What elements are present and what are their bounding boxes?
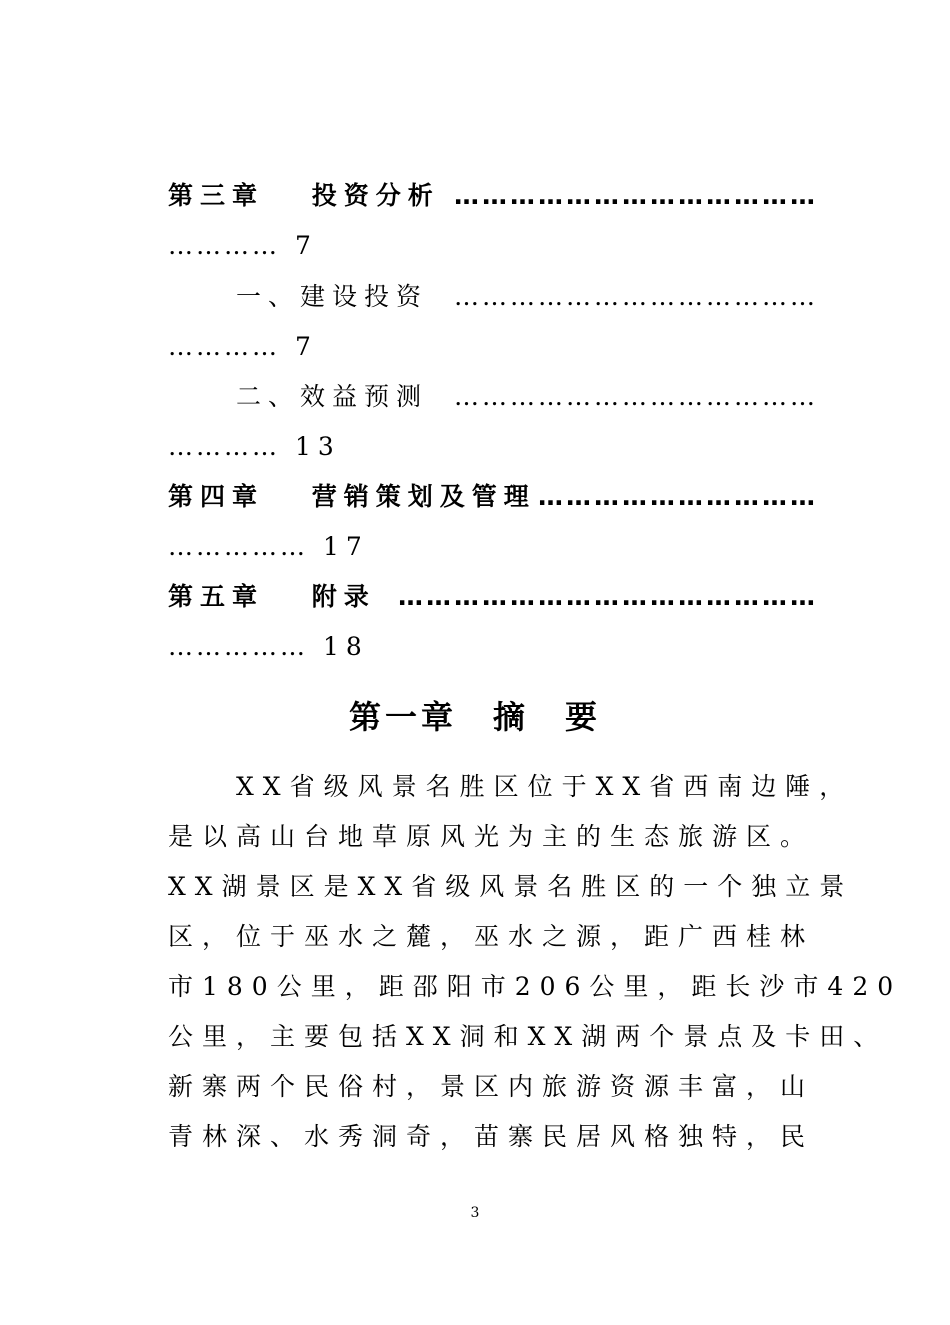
toc-entry-ch5 xyxy=(168,582,828,612)
toc-leader-dots: ………… xyxy=(168,332,280,361)
toc-entry-ch4-cont xyxy=(168,532,828,562)
toc-entry-ch3-1-cont xyxy=(168,332,828,362)
chapter-heading: 第一章 摘 要 xyxy=(348,698,601,736)
toc-entry-title: 二、效益预测 xyxy=(236,382,429,411)
paragraph-line: 公里，主要包括XX洞和XX湖两个景点及卡田、 xyxy=(168,1022,888,1051)
toc-entry-ch4 xyxy=(168,482,828,512)
toc-leader-dots: ………… xyxy=(168,432,280,461)
paragraph-line: XX湖景区是XX省级风景名胜区的一个独立景 xyxy=(168,872,854,901)
toc-entry-ch3-2-cont xyxy=(168,432,828,462)
toc-leader-dots: ……………………………………… xyxy=(398,582,818,611)
toc-entry-ch5-cont xyxy=(168,632,828,662)
toc-page-number: 18 xyxy=(322,632,369,661)
toc-page-number: 13 xyxy=(294,432,341,461)
toc-entry-ch3-2 xyxy=(168,382,828,412)
toc-entry-ch3-cont xyxy=(168,231,828,261)
toc-entry-title: 第五章 附录 xyxy=(168,582,376,611)
toc-page-number: 7 xyxy=(294,231,318,260)
toc-entry-ch3-1 xyxy=(168,282,828,312)
page-number: 3 xyxy=(470,1205,480,1221)
paragraph-line: 区，位于巫水之麓，巫水之源，距广西桂林 xyxy=(168,922,815,951)
toc-entry-title: 一、建设投资 xyxy=(236,282,429,311)
toc-entry-title: 第四章 营销策划及管理 xyxy=(168,482,536,511)
toc-leader-dots: …………… xyxy=(168,532,308,561)
toc-leader-dots: ………… xyxy=(168,231,280,260)
paragraph-line: 是以高山台地草原风光为主的生态旅游区。 xyxy=(168,822,815,851)
toc-leader-dots: ………………………… xyxy=(538,482,818,511)
toc-page-number: 17 xyxy=(322,532,369,561)
paragraph-line: XX省级风景名胜区位于XX省西南边陲， xyxy=(236,772,854,801)
toc-entry-ch3 xyxy=(168,181,828,211)
toc-leader-dots: ………………………………… xyxy=(454,382,818,411)
toc-leader-dots: ………………………………… xyxy=(454,181,818,210)
toc-entry-title: 第三章 投资分析 xyxy=(168,181,440,210)
paragraph-line: 新寨两个民俗村，景区内旅游资源丰富，山 xyxy=(168,1072,815,1101)
toc-leader-dots: …………… xyxy=(168,632,308,661)
paragraph-line: 市180公里，距邵阳市206公里，距长沙市420 xyxy=(168,972,903,1001)
toc-page-number: 7 xyxy=(294,332,318,361)
toc-leader-dots: ………………………………… xyxy=(454,282,818,311)
paragraph-line: 青林深、水秀洞奇，苗寨民居风格独特，民 xyxy=(168,1122,815,1151)
